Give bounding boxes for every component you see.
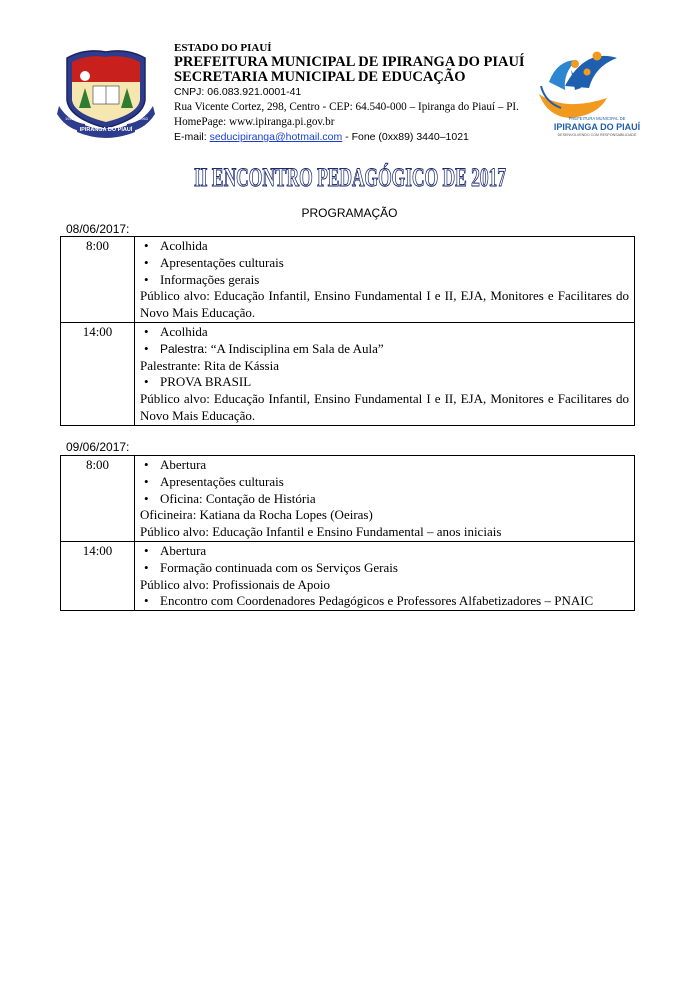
- list-item-text: Encontro com Coordenadores Pedagógicos e Professores Alfabetizadores – PNAIC: [160, 593, 594, 609]
- day1-schedule-table: [60, 236, 635, 426]
- list-item-text: PROVA BRASIL: [160, 374, 252, 390]
- programacao-heading: PROGRAMAÇÃO: [301, 206, 398, 220]
- list-item: • Formação continuada com os Serviços Gerais: [144, 559, 398, 575]
- cnpj-text: CNPJ: 06.083.921.0001-41: [174, 86, 302, 99]
- list-item-text: Abertura: [160, 542, 207, 558]
- list-item: • Abertura: [144, 542, 207, 558]
- oficineira: Oficineira: Katiana da Rocha Lopes (Oeiras): [140, 507, 373, 523]
- table-row: [61, 237, 635, 323]
- day2-date: 09/06/2017:: [66, 440, 130, 454]
- publico-alvo: Público alvo: Educação Infantil, Ensino Fundamental I e II, EJA, Monitores e Facilitares do Novo Mais Educação.: [140, 288, 629, 321]
- publico-alvo: Público alvo: Educação Infantil e Ensino Fundamental – anos iniciais: [140, 524, 502, 540]
- list-item: • Acolhida: [144, 323, 208, 339]
- session-content: [135, 237, 635, 323]
- session-content: [135, 456, 635, 542]
- contact-line: [174, 130, 544, 145]
- list-item-text: Informações gerais: [160, 271, 260, 287]
- list-item: • Oficina: Contação de História: [144, 490, 316, 506]
- municipal-crest-logo: [55, 48, 157, 138]
- publico-alvo: Público alvo: Educação Infantil, Ensino Fundamental I e II, EJA, Monitores e Facilitares do Novo Mais Educação.: [140, 391, 629, 423]
- logo-line-2: IPIRANGA DO PIAUÍ: [553, 122, 641, 132]
- publico-alvo: Público alvo: Profissionais de Apoio: [140, 576, 330, 592]
- list-item-text: Acolhida: [160, 323, 208, 339]
- prefeitura-emblem-logo: [535, 42, 641, 142]
- list-item-text: Abertura: [160, 457, 207, 472]
- list-item: • Apresentações culturais: [144, 254, 284, 270]
- session-time: 14:00: [61, 322, 135, 425]
- list-item-text: Oficina: Contação de História: [160, 490, 316, 506]
- crest-year-right: 1963: [139, 116, 148, 121]
- list-item-text: Acolhida: [160, 238, 208, 253]
- list-item: • PROVA BRASIL: [144, 374, 252, 390]
- logo-line-3: DESENVOLVENDO COM RESPONSABILIDADE: [557, 133, 637, 137]
- list-item: • Palestra: “A Indisciplina em Sala de Aula”: [144, 340, 384, 356]
- crest-year-left: 1912: [65, 116, 74, 121]
- event-title-text: II ENCONTRO PEDAGÓGICO DE 2017: [194, 163, 506, 192]
- letterhead: [174, 42, 544, 145]
- list-item-text: Apresentações culturais: [160, 473, 284, 489]
- day2-schedule-table: [60, 455, 635, 611]
- palestra-title: “A Indisciplina em Sala de Aula”: [210, 340, 384, 356]
- table-row: [61, 541, 635, 610]
- list-item: • Abertura: [144, 457, 207, 472]
- session-time: 14:00: [61, 541, 135, 610]
- event-title: [190, 160, 510, 194]
- session-content: [135, 322, 635, 425]
- day1-date: 08/06/2017:: [66, 222, 130, 236]
- list-item: • Apresentações culturais: [144, 473, 284, 489]
- session-time: 8:00: [61, 237, 135, 323]
- table-row: [61, 456, 635, 542]
- list-item: • Acolhida: [144, 238, 208, 253]
- phone-text: - Fone (0xx89) 3440–1021: [342, 131, 469, 144]
- list-item: • Informações gerais: [144, 271, 260, 287]
- homepage-text: HomePage: www.ipiranga.pi.gov.br: [174, 116, 335, 129]
- address-text: Rua Vicente Cortez, 298, Centro - CEP: 64.540-000 – Ipiranga do Piauí – PI.: [174, 101, 519, 114]
- email-label: E-mail:: [174, 131, 210, 144]
- prefeitura-name: PREFEITURA MUNICIPAL DE IPIRANGA DO PIAUÍ: [174, 54, 525, 71]
- crest-ribbon-text: IPIRANGA DO PIAUÍ: [79, 127, 133, 133]
- logo-line-1: PREFEITURA MUNICIPAL DE: [568, 116, 626, 121]
- session-content: [135, 541, 635, 610]
- secretaria-name: SECRETARIA MUNICIPAL DE EDUCAÇÃO: [174, 69, 466, 86]
- palestra-label: Palestra:: [160, 341, 211, 356]
- email-link[interactable]: seducipiranga@hotmail.com: [209, 131, 343, 144]
- table-row: [61, 322, 635, 425]
- list-item: • Encontro com Coordenadores Pedagógicos e Professores Alfabetizadores – PNAIC: [144, 593, 594, 609]
- list-item-text: Formação continuada com os Serviços Gerais: [160, 559, 398, 575]
- palestrante: Palestrante: Rita de Kássia: [140, 357, 279, 373]
- state-name: ESTADO DO PIAUÍ: [174, 42, 272, 54]
- list-item-text: Apresentações culturais: [160, 254, 284, 270]
- session-time: 8:00: [61, 456, 135, 542]
